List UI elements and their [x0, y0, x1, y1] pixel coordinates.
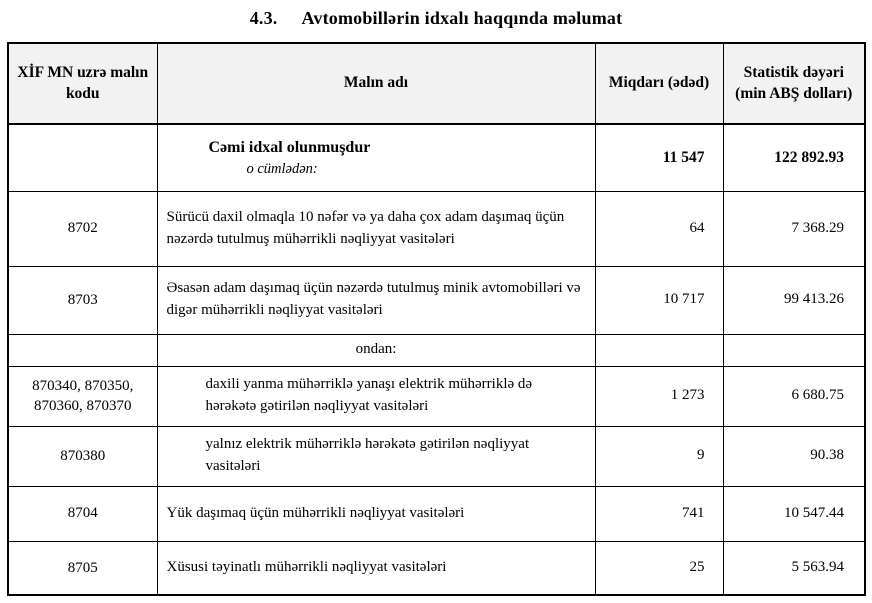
- col-header-code: XİF MN uzrə malın kodu: [8, 43, 157, 124]
- cell-name: [157, 426, 595, 486]
- cell-quantity: 9: [595, 426, 723, 486]
- cell-value: [723, 334, 865, 366]
- col-header-value: Statistik dəyəri (min ABŞ dolları): [723, 43, 865, 124]
- cell-name: [157, 124, 595, 191]
- header-row: [8, 43, 865, 124]
- cell-code: 870380: [8, 426, 157, 486]
- cell-name: [157, 541, 595, 595]
- cell-quantity: 10 717: [595, 266, 723, 334]
- cell-value: 7 368.29: [723, 191, 865, 266]
- cell-name: [157, 486, 595, 541]
- cell-name: [157, 191, 595, 266]
- cell-quantity: 11 547: [595, 124, 723, 191]
- item-name: Yük daşımaq üçün mühərrikli nəqliyyat vasitələri: [166, 504, 465, 521]
- page-title: [0, 0, 872, 29]
- cell-quantity: 1 273: [595, 366, 723, 426]
- cell-code: 8702: [8, 191, 157, 266]
- cell-code: 8705: [8, 541, 157, 595]
- section-number: 4.3.: [249, 8, 278, 28]
- table-row: [8, 266, 865, 334]
- cell-code: [8, 334, 157, 366]
- table-row: [8, 426, 865, 486]
- cell-value: 6 680.75: [723, 366, 865, 426]
- import-table: [7, 42, 866, 596]
- table-row: [8, 124, 865, 191]
- col-header-name: Malın adı: [157, 43, 595, 124]
- cell-quantity: 741: [595, 486, 723, 541]
- cell-name: [157, 266, 595, 334]
- table-header: [8, 43, 865, 124]
- cell-value: 5 563.94: [723, 541, 865, 595]
- item-name: yalnız elektrik mühərriklə hərəkətə gətirilən nəqliyyat vasitələri: [205, 436, 530, 474]
- item-name: daxili yanma mühərriklə yanaşı elektrik mühərriklə də hərəkətə gətirilən nəqliyyat vasitələri: [205, 376, 533, 414]
- col-header-qty: Miqdarı (ədəd): [595, 43, 723, 124]
- cell-code: [8, 124, 157, 191]
- table-row: [8, 366, 865, 426]
- cell-value: 10 547.44: [723, 486, 865, 541]
- item-name: Cəmi idxal olunmuşdur: [208, 138, 371, 156]
- cell-code: 8703: [8, 266, 157, 334]
- item-subtext: o cümlədən:: [246, 160, 318, 177]
- cell-code: 8704: [8, 486, 157, 541]
- table-row: [8, 334, 865, 366]
- section-title-text: Avtomobillərin idxalı haqqında məlumat: [301, 8, 623, 28]
- cell-code: 870340, 870350, 870360, 870370: [8, 366, 157, 426]
- cell-quantity: 25: [595, 541, 723, 595]
- table-row: [8, 191, 865, 266]
- cell-name: [157, 366, 595, 426]
- cell-value: 122 892.93: [723, 124, 865, 191]
- table-row: [8, 486, 865, 541]
- table-body: [8, 124, 865, 595]
- cell-name: [157, 334, 595, 366]
- table-row: [8, 541, 865, 595]
- cell-quantity: [595, 334, 723, 366]
- item-name: ondan:: [355, 341, 397, 358]
- cell-quantity: 64: [595, 191, 723, 266]
- cell-value: 90.38: [723, 426, 865, 486]
- item-name: Əsasən adam daşımaq üçün nəzərdə tutulmuş minik avtomobilləri və digər mühərrikli nəqliyyat vasitələri: [166, 280, 581, 318]
- item-name: Sürücü daxil olmaqla 10 nəfər və ya daha çox adam daşımaq üçün nəzərdə tutulmuş mühərrikli nəqliyyat vasitələri: [166, 208, 565, 247]
- cell-value: 99 413.26: [723, 266, 865, 334]
- item-name: Xüsusi təyinatlı mühərrikli nəqliyyat vasitələri: [166, 558, 447, 575]
